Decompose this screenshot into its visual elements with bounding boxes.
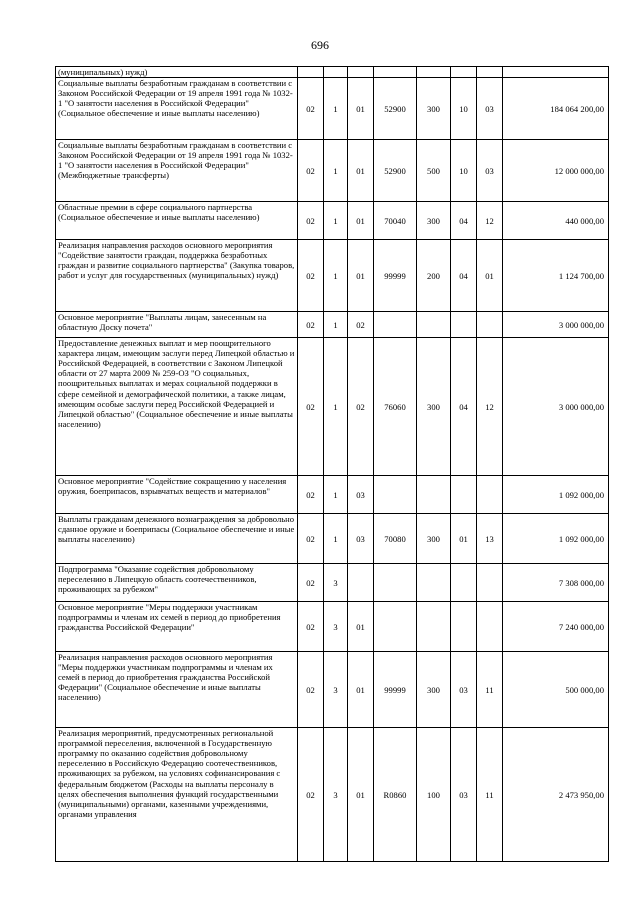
cell-subprogram-code: 1	[324, 514, 348, 564]
cell-direction-code: 70040	[374, 202, 417, 240]
cell-program-code: 02	[298, 202, 324, 240]
cell-amount: 1 124 700,00	[503, 240, 609, 312]
cell-amount: 7 308 000,00	[503, 564, 609, 602]
cell-event-code: 02	[348, 338, 374, 476]
cell-program-code: 02	[298, 514, 324, 564]
cell-section-code	[451, 476, 477, 514]
cell-direction-code: 52900	[374, 78, 417, 140]
cell-item-name: Основное мероприятие "Содействие сокращению у населения оружия, боеприпасов, взрывчатых веществ и материалов"	[56, 476, 298, 514]
cell-item-name: Предоставление денежных выплат и мер поощрительного характера лицам, имеющим заслуги перед Липецкой областью и Российской Федерацией, в соответствии с Законом Липецкой области от 27 марта 2009 № 259-ОЗ "О социальных, поощрительных выплатах и мерах социальной поддержки в сфере семейной и демографической политики, а также лицам, имеющим особые заслуги перед Российской Федерацией и Липецкой областью" (Социальное обеспечение и иные выплаты населению)	[56, 338, 298, 476]
table-row	[56, 476, 609, 514]
cell-item-name: Социальные выплаты безработным гражданам в соответствии с Законом Российской Федерации от 19 апреля 1991 года № 1032-1 "О занятости населения в Российской Федерации" (Межбюджетные трансферты)	[56, 140, 298, 202]
cell-subprogram-code: 3	[324, 564, 348, 602]
table-row	[56, 728, 609, 862]
cell-direction-code	[374, 67, 417, 78]
table-row	[56, 202, 609, 240]
cell-subprogram-code: 3	[324, 652, 348, 728]
table-row	[56, 240, 609, 312]
cell-subprogram-code: 3	[324, 728, 348, 862]
table-row	[56, 78, 609, 140]
table-row	[56, 338, 609, 476]
cell-section-code: 10	[451, 78, 477, 140]
cell-direction-code	[374, 476, 417, 514]
cell-item-name: Основное мероприятие "Меры поддержки участникам подпрограммы и членам их семей в период до приобретения гражданства Российской Федерации"	[56, 602, 298, 652]
cell-event-code: 03	[348, 514, 374, 564]
cell-event-code: 01	[348, 140, 374, 202]
cell-direction-code: R0860	[374, 728, 417, 862]
cell-amount: 500 000,00	[503, 652, 609, 728]
cell-subsection-code	[477, 312, 503, 338]
cell-program-code: 02	[298, 476, 324, 514]
cell-subprogram-code: 1	[324, 338, 348, 476]
cell-direction-code: 76060	[374, 338, 417, 476]
cell-subprogram-code: 1	[324, 312, 348, 338]
cell-program-code: 02	[298, 240, 324, 312]
cell-item-name: Подпрограмма "Оказание содействия добровольному переселению в Липецкую область соотечественников, проживающих за рубежом"	[56, 564, 298, 602]
cell-program-code: 02	[298, 140, 324, 202]
cell-expense-type: 500	[417, 140, 451, 202]
cell-amount: 7 240 000,00	[503, 602, 609, 652]
cell-expense-type: 300	[417, 514, 451, 564]
cell-subsection-code	[477, 476, 503, 514]
cell-program-code: 02	[298, 78, 324, 140]
cell-subsection-code: 03	[477, 140, 503, 202]
cell-item-name: Социальные выплаты безработным гражданам в соответствии с Законом Российской Федерации от 19 апреля 1991 года № 1032-1 "О занятости населения в Российской Федерации" (Социальное обеспечение и иные выплаты населению)	[56, 78, 298, 140]
cell-subsection-code: 12	[477, 202, 503, 240]
cell-subsection-code: 13	[477, 514, 503, 564]
cell-program-code: 02	[298, 728, 324, 862]
cell-expense-type: 200	[417, 240, 451, 312]
cell-section-code: 03	[451, 728, 477, 862]
table-row	[56, 564, 609, 602]
cell-amount: 184 064 200,00	[503, 78, 609, 140]
cell-program-code	[298, 67, 324, 78]
cell-item-name: Основное мероприятие "Выплаты лицам, занесенным на областную Доску почета"	[56, 312, 298, 338]
cell-program-code: 02	[298, 564, 324, 602]
cell-section-code: 10	[451, 140, 477, 202]
cell-event-code: 01	[348, 202, 374, 240]
cell-direction-code: 70080	[374, 514, 417, 564]
cell-amount: 1 092 000,00	[503, 476, 609, 514]
cell-event-code: 01	[348, 78, 374, 140]
cell-direction-code: 99999	[374, 240, 417, 312]
cell-item-name: Реализация направления расходов основного мероприятия "Меры поддержки участникам подпрограммы и членам их семей в период до приобретения гражданства Российской Федерации" (Социальное обеспечение и иные выплаты населению)	[56, 652, 298, 728]
cell-item-name: (муниципальных) нужд)	[56, 67, 298, 78]
cell-subprogram-code: 1	[324, 240, 348, 312]
cell-subprogram-code: 1	[324, 140, 348, 202]
cell-item-name: Реализация направления расходов основного мероприятия "Содействие занятости граждан, поддержка безработных граждан и развитие социального партнерства" (Закупка товаров, работ и услуг для государственных (муниципальных) нужд)	[56, 240, 298, 312]
cell-item-name: Выплаты гражданам денежного вознаграждения за добровольно сданное оружие и боеприпасы (Социальное обеспечение и иные выплаты населению)	[56, 514, 298, 564]
cell-expense-type	[417, 476, 451, 514]
cell-amount: 12 000 000,00	[503, 140, 609, 202]
cell-subprogram-code: 1	[324, 78, 348, 140]
table-row	[56, 602, 609, 652]
cell-subsection-code: 01	[477, 240, 503, 312]
cell-subsection-code: 11	[477, 728, 503, 862]
cell-expense-type	[417, 312, 451, 338]
cell-expense-type: 300	[417, 338, 451, 476]
cell-subprogram-code	[324, 67, 348, 78]
cell-event-code: 01	[348, 652, 374, 728]
cell-section-code	[451, 602, 477, 652]
cell-program-code: 02	[298, 652, 324, 728]
cell-event-code	[348, 67, 374, 78]
cell-subsection-code	[477, 602, 503, 652]
cell-subsection-code: 12	[477, 338, 503, 476]
table-row	[56, 514, 609, 564]
cell-event-code: 01	[348, 602, 374, 652]
table-row	[56, 652, 609, 728]
table-row	[56, 67, 609, 78]
cell-event-code: 01	[348, 728, 374, 862]
cell-amount: 3 000 000,00	[503, 312, 609, 338]
cell-expense-type	[417, 602, 451, 652]
cell-section-code: 03	[451, 652, 477, 728]
cell-subsection-code	[477, 564, 503, 602]
cell-direction-code: 52900	[374, 140, 417, 202]
cell-expense-type: 300	[417, 78, 451, 140]
cell-program-code: 02	[298, 602, 324, 652]
table-row	[56, 140, 609, 202]
cell-direction-code: 99999	[374, 652, 417, 728]
cell-amount: 2 473 950,00	[503, 728, 609, 862]
cell-direction-code	[374, 602, 417, 652]
cell-program-code: 02	[298, 312, 324, 338]
cell-amount: 3 000 000,00	[503, 338, 609, 476]
cell-item-name: Реализация мероприятий, предусмотренных региональной программой переселения, включенной в Государственную программу по оказанию содействия добровольному переселению в Российскую Федерацию соотечественников, проживающих за рубежом, на условиях софинансирования с федеральным бюджетом (Расходы на выплаты персоналу в целях обеспечения выполнения функций государственными (муниципальными) органами, казенными учреждениями, органами управления	[56, 728, 298, 862]
cell-section-code: 04	[451, 240, 477, 312]
page-number: 696	[311, 38, 329, 52]
cell-direction-code	[374, 564, 417, 602]
cell-event-code: 03	[348, 476, 374, 514]
cell-subprogram-code: 3	[324, 602, 348, 652]
cell-expense-type: 300	[417, 652, 451, 728]
cell-program-code: 02	[298, 338, 324, 476]
cell-event-code: 01	[348, 240, 374, 312]
cell-section-code	[451, 564, 477, 602]
cell-subsection-code	[477, 67, 503, 78]
cell-event-code: 02	[348, 312, 374, 338]
cell-expense-type: 100	[417, 728, 451, 862]
cell-subsection-code: 11	[477, 652, 503, 728]
cell-section-code: 01	[451, 514, 477, 564]
cell-item-name: Областные премии в сфере социального партнерства (Социальное обеспечение и иные выплаты населению)	[56, 202, 298, 240]
cell-subprogram-code: 1	[324, 476, 348, 514]
cell-expense-type	[417, 564, 451, 602]
table-row	[56, 312, 609, 338]
cell-expense-type: 300	[417, 202, 451, 240]
cell-subsection-code: 03	[477, 78, 503, 140]
cell-section-code: 04	[451, 338, 477, 476]
cell-direction-code	[374, 312, 417, 338]
cell-amount: 1 092 000,00	[503, 514, 609, 564]
cell-expense-type	[417, 67, 451, 78]
cell-amount	[503, 67, 609, 78]
cell-section-code	[451, 312, 477, 338]
cell-section-code	[451, 67, 477, 78]
cell-amount: 440 000,00	[503, 202, 609, 240]
budget-table	[55, 66, 609, 862]
cell-section-code: 04	[451, 202, 477, 240]
cell-subprogram-code: 1	[324, 202, 348, 240]
cell-event-code	[348, 564, 374, 602]
